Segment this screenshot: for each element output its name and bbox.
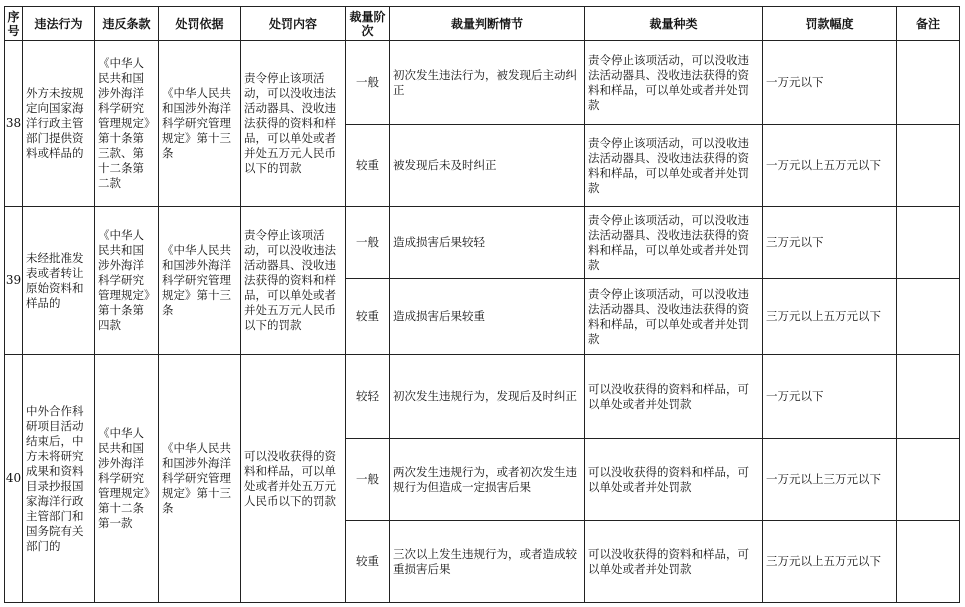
level-cell: 一般 (346, 207, 390, 279)
seq-cell: 40 (5, 355, 23, 603)
header-article: 违反条款 (95, 7, 159, 41)
level-cell: 较重 (346, 279, 390, 355)
range-cell: 一万元以下 (763, 355, 897, 439)
seq-cell: 38 (5, 41, 23, 207)
article-cell: 《中华人民共和国涉外海洋科学研究管理规定》第十条第四款 (95, 207, 159, 355)
header-circumstance: 裁量判断情节 (390, 7, 585, 41)
note-cell (897, 125, 960, 207)
level-cell: 较重 (346, 521, 390, 603)
behavior-cell: 中外合作科研项目活动结束后，中方未将研究成果和资料目录抄报国家海洋行政主管部门和国务院有关部门的 (23, 355, 95, 603)
circumstance-cell: 造成损害后果较重 (390, 279, 585, 355)
range-cell: 三万元以上五万元以下 (763, 279, 897, 355)
circumstance-cell: 两次发生违规行为，或者初次发生违规行为但造成一定损害后果 (390, 439, 585, 521)
header-row (5, 7, 960, 41)
circumstance-cell: 三次以上发生违规行为，或者造成较重损害后果 (390, 521, 585, 603)
behavior-cell: 未经批准发表或者转让原始资料和样品的 (23, 207, 95, 355)
note-cell (897, 521, 960, 603)
note-cell (897, 279, 960, 355)
type-cell: 责令停止该项活动，可以没收违法活动器具、没收违法获得的资料和样品，可以单处或者并处罚款 (585, 41, 763, 125)
content-cell: 责令停止该项活动，可以没收违法活动器具、没收违法获得的资料和样品，可以单处或者并处五万元人民币以下的罚款 (241, 207, 346, 355)
header-basis: 处罚依据 (159, 7, 241, 41)
behavior-cell: 外方未按规定向国家海洋行政主管部门提供资料或样品的 (23, 41, 95, 207)
header-level: 裁量阶次 (346, 7, 390, 41)
note-cell (897, 355, 960, 439)
article-cell: 《中华人民共和国涉外海洋科学研究管理规定》第十二条第一款 (95, 355, 159, 603)
penalty-discretion-table (4, 6, 960, 603)
basis-cell: 《中华人民共和国涉外海洋科学研究管理规定》第十三条 (159, 355, 241, 603)
header-behavior: 违法行为 (23, 7, 95, 41)
range-cell: 一万元以下 (763, 41, 897, 125)
type-cell: 责令停止该项活动，可以没收违法活动器具、没收违法获得的资料和样品，可以单处或者并处罚款 (585, 207, 763, 279)
header-note: 备注 (897, 7, 960, 41)
type-cell: 可以没收获得的资料和样品，可以单处或者并处罚款 (585, 355, 763, 439)
seq-cell: 39 (5, 207, 23, 355)
basis-cell: 《中华人民共和国涉外海洋科学研究管理规定》第十三条 (159, 207, 241, 355)
table-row (5, 355, 960, 439)
range-cell: 三万元以下 (763, 207, 897, 279)
header-content: 处罚内容 (241, 7, 346, 41)
article-cell: 《中华人民共和国涉外海洋科学研究管理规定》第十条第三款、第十二条第二款 (95, 41, 159, 207)
content-cell: 责令停止该项活动，可以没收违法活动器具、没收违法获得的资料和样品，可以单处或者并处五万元人民币以下的罚款 (241, 41, 346, 207)
table-row (5, 207, 960, 279)
circumstance-cell: 造成损害后果较轻 (390, 207, 585, 279)
circumstance-cell: 初次发生违规行为，发现后及时纠正 (390, 355, 585, 439)
table-row (5, 41, 960, 125)
level-cell: 较轻 (346, 355, 390, 439)
header-type: 裁量种类 (585, 7, 763, 41)
header-range: 罚款幅度 (763, 7, 897, 41)
circumstance-cell: 被发现后未及时纠正 (390, 125, 585, 207)
circumstance-cell: 初次发生违法行为，被发现后主动纠正 (390, 41, 585, 125)
level-cell: 一般 (346, 439, 390, 521)
note-cell (897, 41, 960, 125)
type-cell: 责令停止该项活动，可以没收违法活动器具、没收违法获得的资料和样品，可以单处或者并处罚款 (585, 279, 763, 355)
note-cell (897, 207, 960, 279)
range-cell: 一万元以上五万元以下 (763, 125, 897, 207)
note-cell (897, 439, 960, 521)
range-cell: 三万元以上五万元以下 (763, 521, 897, 603)
type-cell: 可以没收获得的资料和样品，可以单处或者并处罚款 (585, 439, 763, 521)
type-cell: 可以没收获得的资料和样品，可以单处或者并处罚款 (585, 521, 763, 603)
level-cell: 一般 (346, 41, 390, 125)
basis-cell: 《中华人民共和国涉外海洋科学研究管理规定》第十三条 (159, 41, 241, 207)
level-cell: 较重 (346, 125, 390, 207)
range-cell: 一万元以上三万元以下 (763, 439, 897, 521)
content-cell: 可以没收获得的资料和样品，可以单处或者并处五万元人民币以下的罚款 (241, 355, 346, 603)
type-cell: 责令停止该项活动，可以没收违法活动器具、没收违法获得的资料和样品，可以单处或者并处罚款 (585, 125, 763, 207)
header-seq: 序号 (5, 7, 23, 41)
